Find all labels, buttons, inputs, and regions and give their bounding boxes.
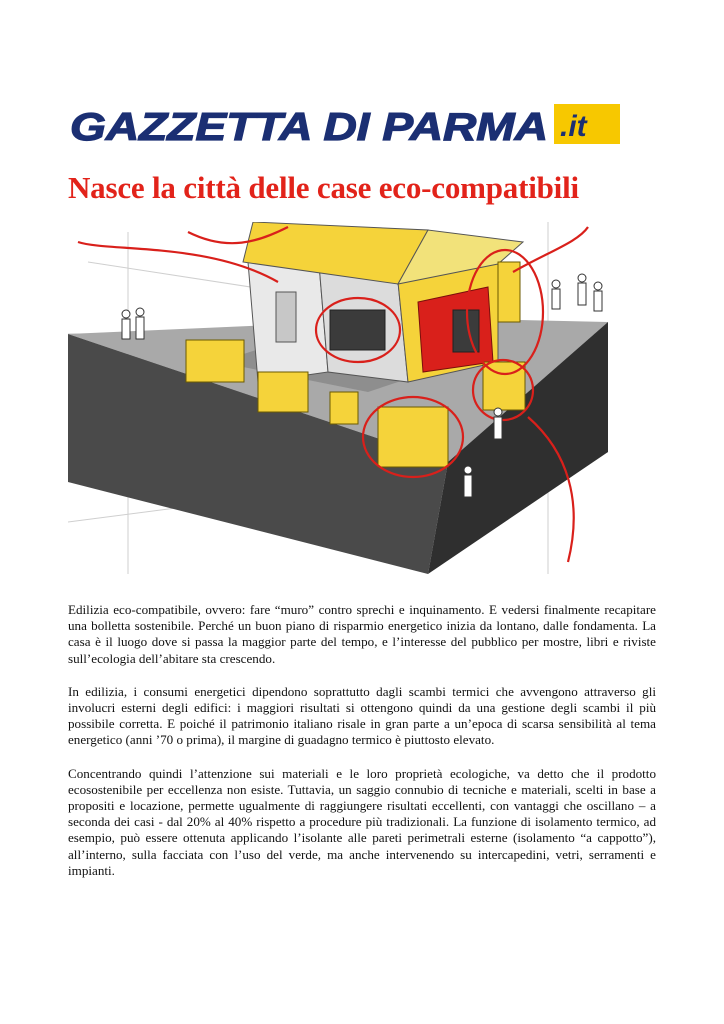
eco-house-insulation-illustration [68,222,608,574]
article-paragraph-1: Edilizia eco-compatibile, ovvero: fare “muro” contro sprechi e inquinamento. E vedersi finalmente recapitare una bolletta sostenibile. Perché un buon piano di risparmio energetico inizia da lontano, dalle fondamenta. La casa è il luogo dove si passa la maggior parte del tempo, e l’interesse del pubblico per mostre, libri e riviste sull’ecologia dell’abitare sta crescendo. [68,602,656,666]
masthead-brand: GAZZETTA DI PARMA [70,106,548,148]
article-body [68,602,656,896]
masthead-logo[interactable] [68,100,628,148]
article-paragraph-2: In edilizia, i consumi energetici dipendono soprattutto dagli scambi termici che avvengono attraverso gli involucri esterni degli edifici: i maggiori risultati si ottengono quindi da una gestione degli scambi il più possibile corretta. E poiché il patrimonio italiano risale in gran parte a un’epoca di scarsa sensibilità al tema energetico (anni ’70 o prima), il margine di guadagno termico è piuttosto elevato. [68,683,656,748]
article-title: Nasce la città delle case eco-compatibili [68,170,579,205]
masthead-tld: .it [560,110,587,143]
article-paragraph-3: Concentrando quindi l’attenzione sui materiali e le loro proprietà ecologiche, va detto che il prodotto ecosostenibile per eccellenza non esiste. Tuttavia, un saggio connubio di tecniche e materiali, scelti in base a propositi e locazione, permette ugualmente di raggiungere risultati eccellenti, con vantaggi che oscillano – a seconda dei casi - dal 20% al 40% rispetto a procedure più tradizionali. La funzione di isolamento termico, ad esempio, può essere ottenuta applicando l’isolante alle pareti perimetrali esterne (isolamento “a cappotto”), all’interno, sulla facciata con l’uso del verde, ma anche intervenendo su intercapedini, vetri, serramenti e impianti. [68,765,656,878]
